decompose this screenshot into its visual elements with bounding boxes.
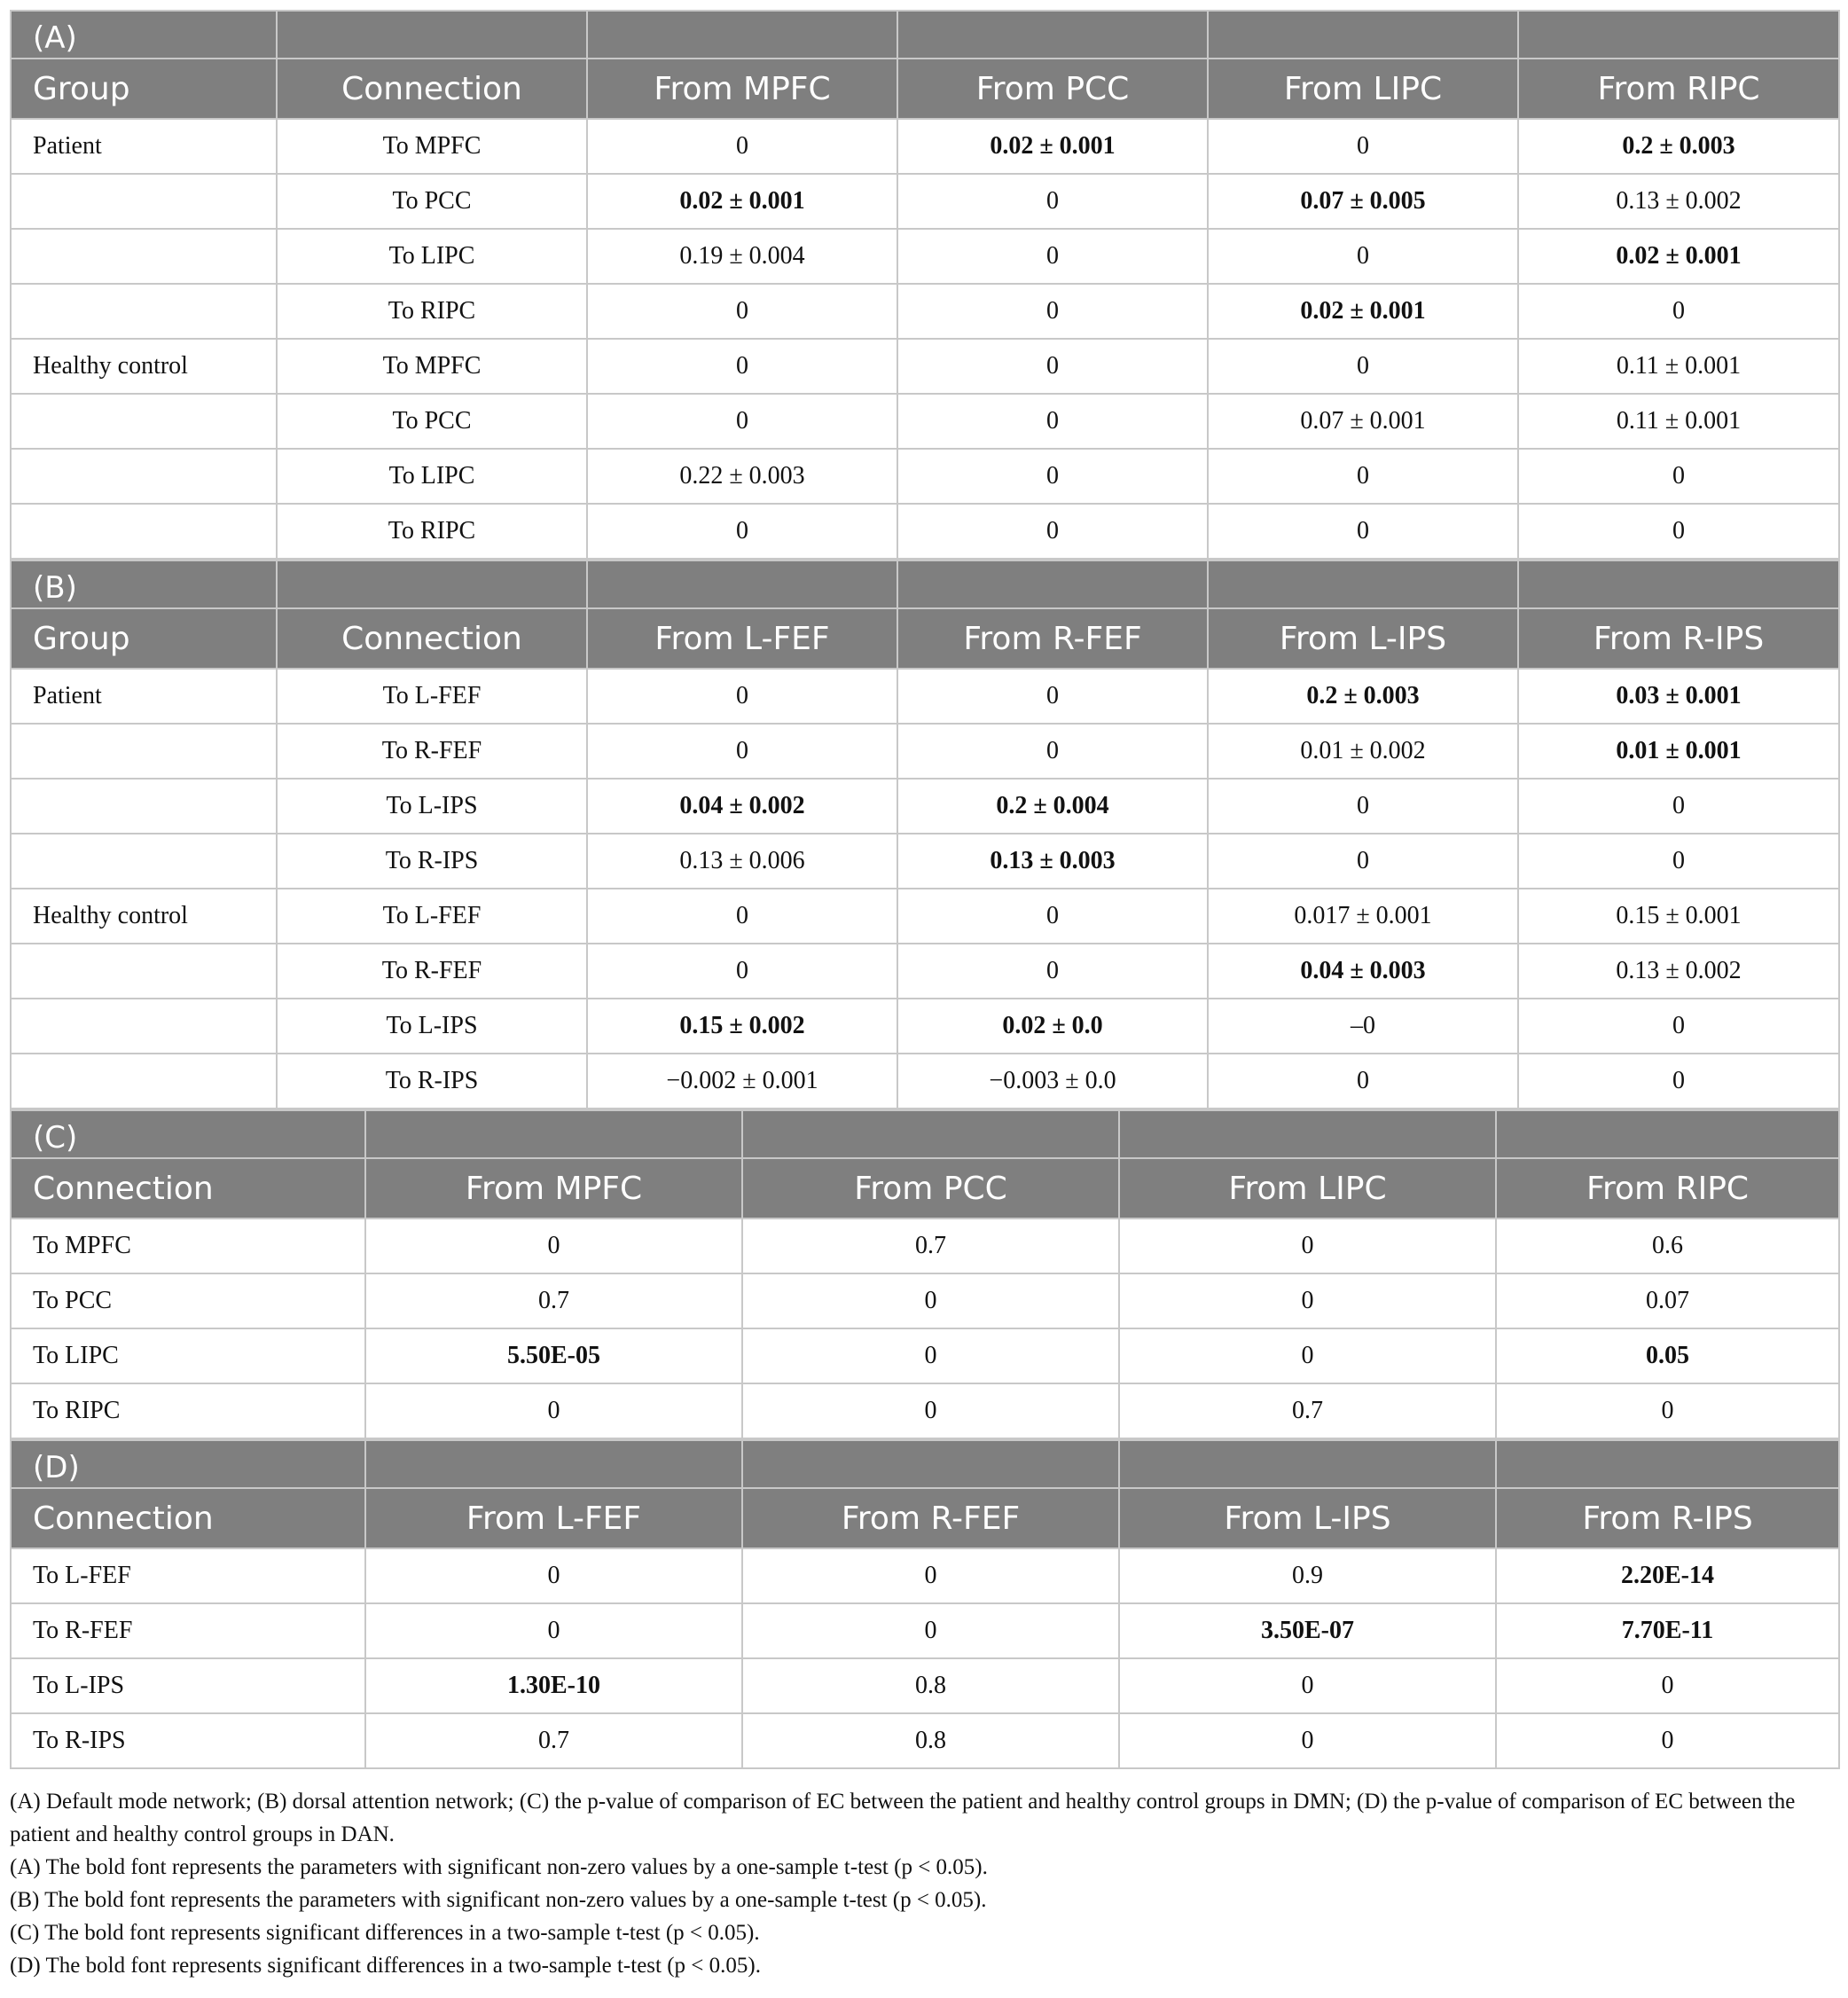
connection-cell: To L-IPS: [277, 779, 587, 834]
value-cell: 0.8: [742, 1713, 1119, 1768]
table-row: [11, 1328, 1839, 1383]
column-header: From MPFC: [365, 1158, 742, 1218]
value-cell: 0: [587, 119, 897, 174]
value-cell: 0: [365, 1548, 742, 1603]
table-a: [10, 10, 1840, 560]
column-header: From PCC: [742, 1158, 1119, 1218]
footnote: (A) The bold font represents the parameters with significant non-zero values by a one-sample t-test (p < 0.05).: [10, 1855, 988, 1879]
value-cell: 0: [1208, 834, 1518, 889]
value-cell: 0.15 ± 0.002: [587, 999, 897, 1054]
value-cell: 0.9: [1119, 1548, 1496, 1603]
value-cell: 0.017 ± 0.001: [1208, 889, 1518, 944]
column-header: Connection: [277, 608, 587, 669]
table-label: (D): [11, 1440, 365, 1488]
value-cell: 0: [742, 1383, 1119, 1438]
column-header: From R-IPS: [1518, 608, 1839, 669]
footnote: (A) Default mode network; (B) dorsal attention network; (C) the p-value of comparison of EC between the patient and healthy control groups in DMN; (D) the p-value of comparison of EC between the patient and healthy control groups in DAN.: [10, 1790, 1796, 1846]
value-cell: 0.2 ± 0.003: [1208, 669, 1518, 724]
value-cell: 0: [897, 504, 1208, 559]
value-cell: 0: [1208, 779, 1518, 834]
value-cell: 0.13 ± 0.002: [1518, 944, 1839, 999]
value-cell: 0.07 ± 0.005: [1208, 174, 1518, 229]
group-cell: [11, 834, 277, 889]
value-cell: 0.13 ± 0.002: [1518, 174, 1839, 229]
column-header: From LIPC: [1208, 59, 1518, 119]
value-cell: 0: [897, 724, 1208, 779]
header-row: [11, 608, 1839, 669]
value-cell: 0: [587, 669, 897, 724]
group-cell: [11, 504, 277, 559]
table-row: [11, 339, 1839, 394]
table-row: [11, 1383, 1839, 1438]
column-header: From L-FEF: [587, 608, 897, 669]
value-cell: 0.02 ± 0.001: [897, 119, 1208, 174]
table-row: [11, 1218, 1839, 1273]
column-header: From L-IPS: [1208, 608, 1518, 669]
table-label: (B): [11, 560, 277, 608]
value-cell: 0: [1208, 504, 1518, 559]
value-cell: 0: [1119, 1273, 1496, 1328]
value-cell: 0.04 ± 0.003: [1208, 944, 1518, 999]
connection-cell: To RIPC: [277, 504, 587, 559]
table-row: [11, 834, 1839, 889]
value-cell: 0: [897, 394, 1208, 449]
value-cell: 0.19 ± 0.004: [587, 229, 897, 284]
table-row: [11, 889, 1839, 944]
connection-cell: To LIPC: [11, 1328, 365, 1383]
value-cell: 0: [1496, 1658, 1839, 1713]
value-cell: 5.50E-05: [365, 1328, 742, 1383]
value-cell: 0.13 ± 0.003: [897, 834, 1208, 889]
connection-cell: To L-FEF: [277, 669, 587, 724]
connection-cell: To R-IPS: [277, 834, 587, 889]
connection-cell: To L-FEF: [11, 1548, 365, 1603]
column-header: From LIPC: [1119, 1158, 1496, 1218]
value-cell: 0: [1119, 1328, 1496, 1383]
value-cell: –0: [1208, 999, 1518, 1054]
value-cell: 0.02 ± 0.001: [587, 174, 897, 229]
value-cell: 0.15 ± 0.001: [1518, 889, 1839, 944]
value-cell: 0: [1208, 119, 1518, 174]
value-cell: 0: [1208, 449, 1518, 504]
value-cell: −0.002 ± 0.001: [587, 1054, 897, 1109]
table-c: [10, 1109, 1840, 1439]
value-cell: 3.50E-07: [1119, 1603, 1496, 1658]
connection-cell: To R-IPS: [11, 1713, 365, 1768]
group-cell: [11, 284, 277, 339]
connection-cell: To R-FEF: [277, 724, 587, 779]
value-cell: 0.01 ± 0.002: [1208, 724, 1518, 779]
table-row: [11, 724, 1839, 779]
value-cell: 0: [897, 944, 1208, 999]
footnote: (B) The bold font represents the parameters with significant non-zero values by a one-sample t-test (p < 0.05).: [10, 1888, 987, 1912]
value-cell: 0: [1119, 1713, 1496, 1768]
value-cell: 0: [742, 1273, 1119, 1328]
column-header: From L-FEF: [365, 1488, 742, 1548]
connection-cell: To LIPC: [277, 449, 587, 504]
value-cell: 1.30E-10: [365, 1658, 742, 1713]
value-cell: 0: [1208, 229, 1518, 284]
column-header: Connection: [277, 59, 587, 119]
table-row: [11, 999, 1839, 1054]
table-b: [10, 560, 1840, 1109]
value-cell: 0.7: [365, 1713, 742, 1768]
value-cell: 0: [587, 339, 897, 394]
group-cell: [11, 229, 277, 284]
value-cell: 0.7: [1119, 1383, 1496, 1438]
value-cell: 0.01 ± 0.001: [1518, 724, 1839, 779]
value-cell: 0.13 ± 0.006: [587, 834, 897, 889]
table-row: [11, 1273, 1839, 1328]
value-cell: 0: [742, 1603, 1119, 1658]
connection-cell: To R-FEF: [11, 1603, 365, 1658]
table-row: [11, 504, 1839, 559]
column-header: From R-FEF: [897, 608, 1208, 669]
connection-cell: To PCC: [277, 174, 587, 229]
value-cell: 0: [1496, 1383, 1839, 1438]
connection-cell: To PCC: [277, 394, 587, 449]
value-cell: 0: [1518, 504, 1839, 559]
value-cell: 0: [1119, 1218, 1496, 1273]
connection-cell: To RIPC: [277, 284, 587, 339]
value-cell: 7.70E-11: [1496, 1603, 1839, 1658]
value-cell: 0: [897, 229, 1208, 284]
value-cell: 0: [897, 174, 1208, 229]
value-cell: 0: [1518, 1054, 1839, 1109]
value-cell: 2.20E-14: [1496, 1548, 1839, 1603]
table-d: [10, 1439, 1840, 1769]
table-row: [11, 284, 1839, 339]
header-row: [11, 1158, 1839, 1218]
group-cell: Healthy control: [11, 339, 277, 394]
connection-cell: To MPFC: [277, 339, 587, 394]
value-cell: 0.7: [742, 1218, 1119, 1273]
value-cell: 0: [1208, 1054, 1518, 1109]
value-cell: 0.2 ± 0.003: [1518, 119, 1839, 174]
value-cell: 0: [897, 284, 1208, 339]
connection-cell: To MPFC: [277, 119, 587, 174]
value-cell: 0: [1518, 779, 1839, 834]
column-header: Connection: [11, 1158, 365, 1218]
value-cell: 0.02 ± 0.0: [897, 999, 1208, 1054]
column-header: From MPFC: [587, 59, 897, 119]
table-row: [11, 119, 1839, 174]
value-cell: −0.003 ± 0.0: [897, 1054, 1208, 1109]
column-header: From RIPC: [1496, 1158, 1839, 1218]
value-cell: 0: [1518, 449, 1839, 504]
value-cell: 0: [897, 339, 1208, 394]
table-row: [11, 1658, 1839, 1713]
column-header: From RIPC: [1518, 59, 1839, 119]
value-cell: 0.02 ± 0.001: [1208, 284, 1518, 339]
group-cell: Patient: [11, 119, 277, 174]
group-cell: [11, 174, 277, 229]
group-cell: Patient: [11, 669, 277, 724]
column-header: Connection: [11, 1488, 365, 1548]
table-label: (C): [11, 1110, 365, 1158]
value-cell: 0: [897, 889, 1208, 944]
value-cell: 0.6: [1496, 1218, 1839, 1273]
footnote: (C) The bold font represents significant differences in a two-sample t-test (p < 0.05).: [10, 1921, 760, 1945]
header-row: [11, 1488, 1839, 1548]
group-cell: [11, 999, 277, 1054]
table-row: [11, 1054, 1839, 1109]
group-cell: Healthy control: [11, 889, 277, 944]
connection-cell: To L-IPS: [11, 1658, 365, 1713]
column-header: Group: [11, 59, 277, 119]
table-row: [11, 1713, 1839, 1768]
header-row: [11, 59, 1839, 119]
value-cell: 0: [1518, 284, 1839, 339]
value-cell: 0.04 ± 0.002: [587, 779, 897, 834]
table-container: [10, 10, 1838, 1982]
value-cell: 0.03 ± 0.001: [1518, 669, 1839, 724]
value-cell: 0: [587, 504, 897, 559]
value-cell: 0: [1119, 1658, 1496, 1713]
value-cell: 0: [365, 1218, 742, 1273]
value-cell: 0: [587, 724, 897, 779]
value-cell: 0.02 ± 0.001: [1518, 229, 1839, 284]
connection-cell: To L-IPS: [277, 999, 587, 1054]
value-cell: 0.05: [1496, 1328, 1839, 1383]
value-cell: 0.22 ± 0.003: [587, 449, 897, 504]
value-cell: 0.07: [1496, 1273, 1839, 1328]
connection-cell: To LIPC: [277, 229, 587, 284]
column-header: From R-FEF: [742, 1488, 1119, 1548]
table-row: [11, 1603, 1839, 1658]
connection-cell: To R-IPS: [277, 1054, 587, 1109]
value-cell: 0: [1518, 834, 1839, 889]
value-cell: 0.11 ± 0.001: [1518, 394, 1839, 449]
value-cell: 0: [1208, 339, 1518, 394]
value-cell: 0: [587, 284, 897, 339]
table-label: (A): [11, 11, 277, 59]
value-cell: 0: [1496, 1713, 1839, 1768]
connection-cell: To PCC: [11, 1273, 365, 1328]
footnotes: [10, 1785, 1838, 1982]
value-cell: 0: [897, 669, 1208, 724]
group-cell: [11, 944, 277, 999]
value-cell: 0: [587, 394, 897, 449]
table-row: [11, 779, 1839, 834]
value-cell: 0: [742, 1548, 1119, 1603]
column-header: From R-IPS: [1496, 1488, 1839, 1548]
connection-cell: To RIPC: [11, 1383, 365, 1438]
group-cell: [11, 449, 277, 504]
table-row: [11, 394, 1839, 449]
value-cell: 0.2 ± 0.004: [897, 779, 1208, 834]
group-cell: [11, 724, 277, 779]
connection-cell: To R-FEF: [277, 944, 587, 999]
table-row: [11, 449, 1839, 504]
value-cell: 0.8: [742, 1658, 1119, 1713]
value-cell: 0: [897, 449, 1208, 504]
table-row: [11, 669, 1839, 724]
value-cell: 0: [587, 889, 897, 944]
value-cell: 0: [365, 1603, 742, 1658]
group-cell: [11, 1054, 277, 1109]
value-cell: 0: [365, 1383, 742, 1438]
footnote: (D) The bold font represents significant differences in a two-sample t-test (p < 0.05).: [10, 1954, 761, 1978]
value-cell: 0: [1518, 999, 1839, 1054]
table-row: [11, 1548, 1839, 1603]
table-row: [11, 174, 1839, 229]
group-cell: [11, 394, 277, 449]
value-cell: 0.7: [365, 1273, 742, 1328]
connection-cell: To L-FEF: [277, 889, 587, 944]
value-cell: 0.07 ± 0.001: [1208, 394, 1518, 449]
value-cell: 0: [742, 1328, 1119, 1383]
connection-cell: To MPFC: [11, 1218, 365, 1273]
table-row: [11, 229, 1839, 284]
column-header: Group: [11, 608, 277, 669]
value-cell: 0.11 ± 0.001: [1518, 339, 1839, 394]
value-cell: 0: [587, 944, 897, 999]
column-header: From PCC: [897, 59, 1208, 119]
table-row: [11, 944, 1839, 999]
group-cell: [11, 779, 277, 834]
column-header: From L-IPS: [1119, 1488, 1496, 1548]
